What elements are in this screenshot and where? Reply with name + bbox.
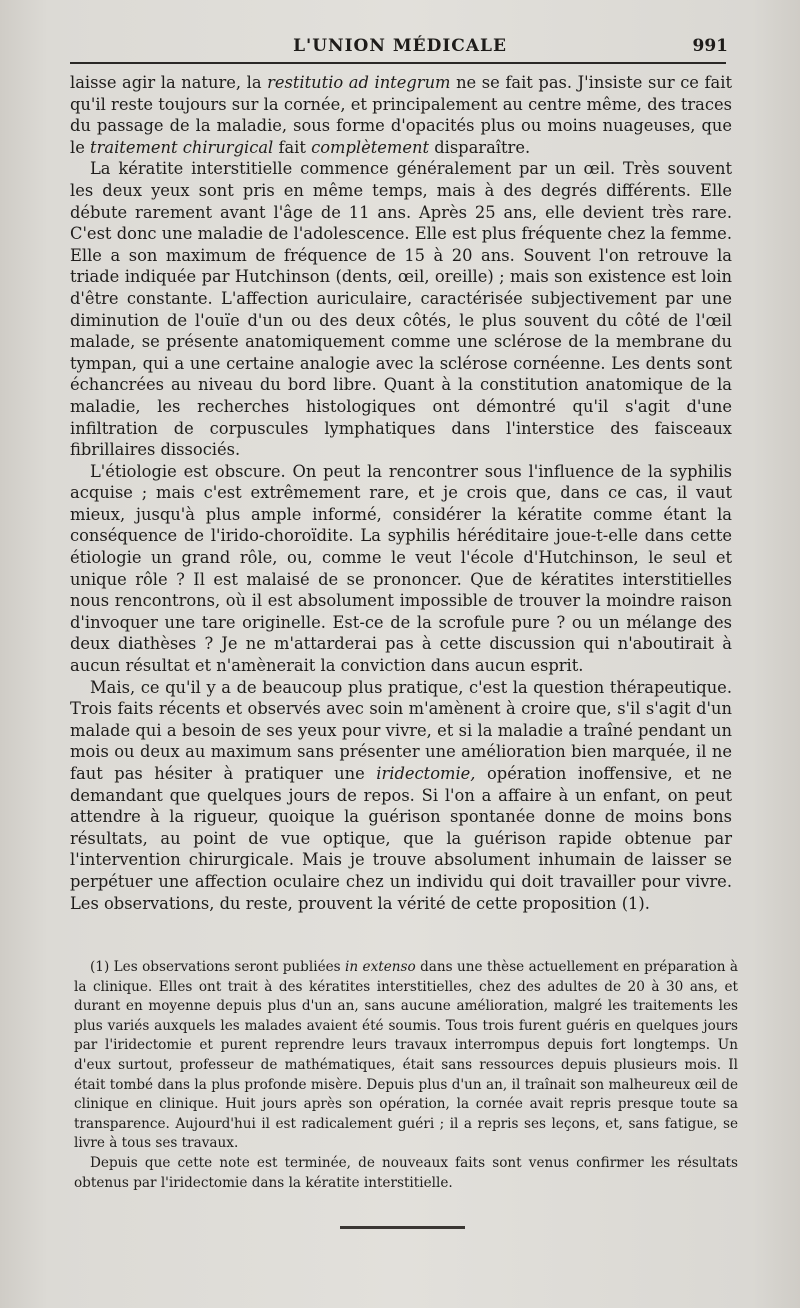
paragraph-2: La kératite interstitielle commence généralement par un œil. Très souvent les deux yeux sont pris en même temps, mais à des degrés différents. Elle débute rarement avant l'âge de 11 ans. Après 25 ans, elle devient très rare. C'est donc une maladie de l'adolescence. Elle est plus fréquente chez la femme. Elle a son maximum de fréquence de 15 à 20 ans. Souvent l'on retrouve la triade indiquée par Hutchinson (dents, œil, oreille) ; mais son existence est loin d'être constante. L'affection auriculaire, caractérisée subjectivement par une diminution de l'ouïe d'un ou des deux côtés, le plus souvent du côté de l'œil malade, se présente anatomiquement comme une sclérose de la membrane du tympan, qui a une certaine analogie avec la sclérose cornéenne. Les dents sont échancrées au niveau du bord libre. Quant à la constitution anatomique de la maladie, les recherches histologiques ont démontré qu'il s'agit d'une infiltration de corpuscules lymphatiques dans l'interstice des faisceaux fibrillaires dissociés.: [70, 159, 732, 460]
footnote-1: [74, 958, 738, 1154]
page-number: 991: [692, 36, 728, 56]
p1-italic-1: restitutio ad integrum: [267, 73, 451, 92]
p1-text-3: fait: [273, 137, 312, 157]
footnote-1-text-1: (1) Les observations seront publiées: [90, 959, 346, 975]
running-title: L'UNION MÉDICALE: [293, 36, 507, 56]
body-text: [70, 72, 732, 914]
footnote-2: Depuis que cette note est terminée, de nouveaux faits sont venus confirmer les résultats obtenus par l'iridectomie dans la kératite interstitielle.: [74, 1154, 738, 1191]
p4-text-1: Mais, ce qu'il y a de beaucoup plus pratique, c'est la question thérapeutique. Trois faits récents et observés avec soin m'amènent à croire que, s'il s'agit d'un malade qui a besoin de ses yeux pour vivre, et si la maladie a traîné pendant un mois ou deux au maximum sans présenter une amélioration bien marquée, il ne faut pas hésiter à pratiquer une: [70, 677, 732, 783]
p1-text-1: laisse agir la nature, la: [70, 73, 268, 92]
footnote-1-text-2: dans une thèse actuellement en préparation à la clinique. Elles ont trait à des kératites interstitielles, chez des adultes de 20 à 30 ans, et durant en moyenne depuis plus d'un an, sans aucune amélioration, malgré les traitements les plus variés auxquels les malades avaient été soumis. Tous trois furent guéris en quelques jours par l'iridectomie et purent reprendre leurs travaux interrompus depuis fort longtemps. Un d'eux surtout, professeur de mathématiques, était sans ressources depuis plusieurs mois. Il était tombé dans la plus profonde misère. Depuis plus d'un an, il traînait son malheureux œil de clinique en clinique. Huit jours après son opération, la cornée avait repris presque toute sa transparence. Aujourd'hui il est radicalement guéri ; il a repris ses leçons, et, sans fatigue, se livre à tous ses travaux.: [74, 959, 738, 1152]
p1-text-4: disparaître.: [429, 137, 531, 157]
paragraph-1: [70, 72, 732, 158]
footnotes: [74, 958, 738, 1193]
p4-italic: iridectomie,: [376, 764, 476, 783]
paragraph-3: L'étiologie est obscure. On peut la rencontrer sous l'influence de la syphilis acquise ; mais c'est extrêmement rare, et je crois que, dans ce cas, il vaut mieux, jusqu'à plus ample informé, considérer la kératite comme étant la conséquence de l'irido-choroïdite. La syphilis héréditaire joue-t-elle dans cette étiologie un grand rôle, ou, comme le veut l'école d'Hutchinson, le seul et unique rôle ? Il est malaisé de se prononcer. Que de kératites interstitielles nous rencontrons, où il est absolument impossible de trouver la moindre raison d'invoquer une tare originelle. Est-ce de la scrofule pure ? ou un mélange des deux diathèses ? Je ne m'attarderai pas à cette discussion qui n'aboutirait à aucun résultat et n'amènerait la conviction dans aucun esprit.: [70, 461, 732, 676]
p1-italic-2: traitement chirurgical: [90, 137, 274, 157]
p1-italic-3: complètement: [311, 137, 430, 157]
footnote-rule: [300, 948, 500, 949]
p4-text-2: opération inoffensive, et ne demandant que quelques jours de repos. Si l'on a affaire à un enfant, on peut attendre à la rigueur, quoique la guérison spontanée donne de moins bons résultats, au point de vue optique, que la guérison rapide obtenue par l'intervention chirurgicale. Mais je trouve absolument inhumain de laisser se perpétuer une affection oculaire chez un individu qui doit travailler pour vivre. Les observations, du reste, prouvent la vérité de cette proposition (1).: [70, 764, 732, 913]
header-rule: [70, 62, 726, 64]
end-ornament-rule: [340, 1226, 465, 1229]
p1-text-2: ne se fait pas. J'insiste sur ce fait qu'il reste toujours sur la cornée, et principalement au centre même, des traces du passage de la maladie, sous forme d'opacités plus ou moins nuageuses, que le: [70, 73, 732, 157]
footnote-1-italic: in extenso: [345, 959, 416, 975]
paragraph-4: [70, 677, 732, 915]
